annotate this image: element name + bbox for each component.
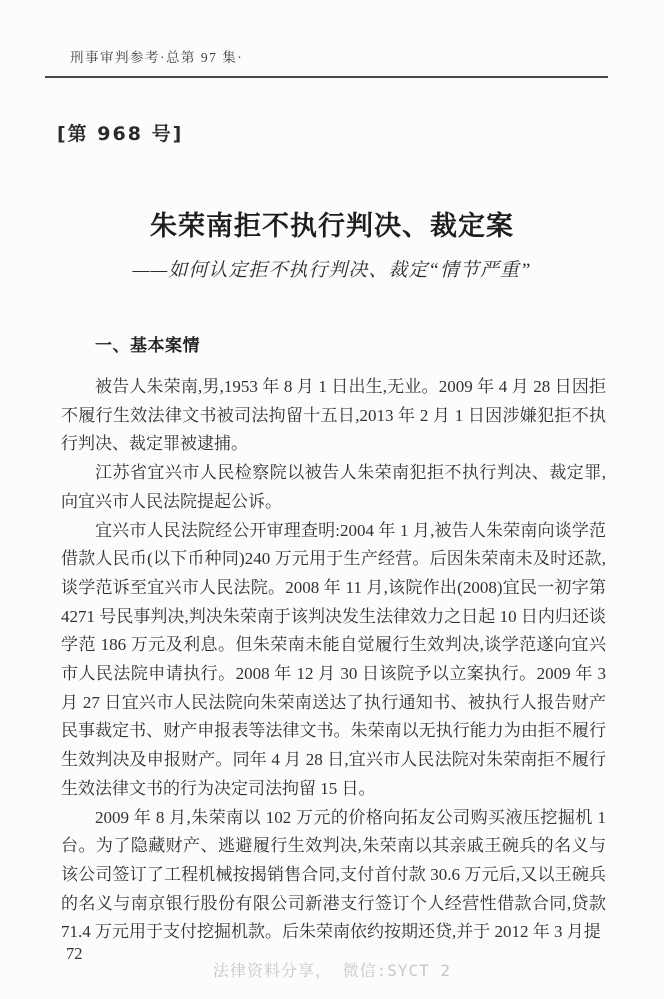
- paragraph-excavator-purchase: 2009 年 8 月,朱荣南以 102 万元的价格向拓友公司购买液压挖掘机 1 台。为了隐藏财产、逃避履行生效判决,朱荣南以其亲戚王碗兵的名义与该公司签订了工程机械按揭销售合同,支付首付款 30.6 万元后,又以王碗兵的名义与南京银行股份有限公司新港支行签订个人经营性借款合同,贷款 71.4 万元用于支付挖掘机款。后朱荣南依约按期还贷,并于 2012 年 3 月提: [61, 807, 606, 942]
- running-header: [70, 46, 243, 66]
- paragraph-prosecution: 江苏省宜兴市人民检察院以被告人朱荣南犯拒不执行判决、裁定罪,向宜兴市人民法院提起公诉。: [61, 463, 606, 511]
- page-number: 72: [66, 944, 83, 963]
- watermark-text: 法律资料分享， 微信:SYCT 2: [212, 961, 452, 980]
- body-content: [61, 331, 606, 947]
- paragraph-defendant-info: 被告人朱荣南,男,1953 年 8 月 1 日出生,无业。2009 年 4 月 28 日因拒不履行生效法律文书被司法拘留十五日,2013 年 2 月 1 日因涉嫌犯拒不执行判决、裁定罪被逮捕。: [61, 377, 606, 454]
- section-heading-basic-facts: 一、基本案情: [95, 336, 200, 356]
- journal-title: 刑事审判参考·总第 97 集·: [70, 50, 244, 65]
- case-subtitle: ——如何认定拒不执行判决、裁定“情节严重”: [132, 260, 532, 281]
- case-title: 朱荣南拒不执行判决、裁定案: [150, 211, 514, 242]
- paragraph-court-findings: 宜兴市人民法院经公开审理查明:2004 年 1 月,被告人朱荣南向谈学范借款人民币(以下币种同)240 万元用于生产经营。后因朱荣南未及时还款,谈学范诉至宜兴市人民法院。2008 年 11 月,该院作出(2008)宜民一初字第 4271 号民事判决,判决朱荣南于该判决发生法律效力之日起 10 日内归还谈学范 186 万元及利息。但朱荣南未能自觉履行生效判决,谈学范遂向宜兴市人民法院申请执行。2008 年 12 月 30 日该院予以立案执行。2009 年 3 月 27 日宜兴市人民法院向朱荣南送达了执行通知书、被执行人报告财产民事裁定书、财产申报表等法律文书。朱荣南以无执行能力为由拒不履行生效判决及申报财产。同年 4 月 28 日,宜兴市人民法院对朱荣南拒不履行生效法律文书的行为决定司法拘留 15 日。: [61, 520, 606, 798]
- case-number-label: [第 968 号]: [57, 123, 184, 145]
- header-rule: [45, 76, 608, 78]
